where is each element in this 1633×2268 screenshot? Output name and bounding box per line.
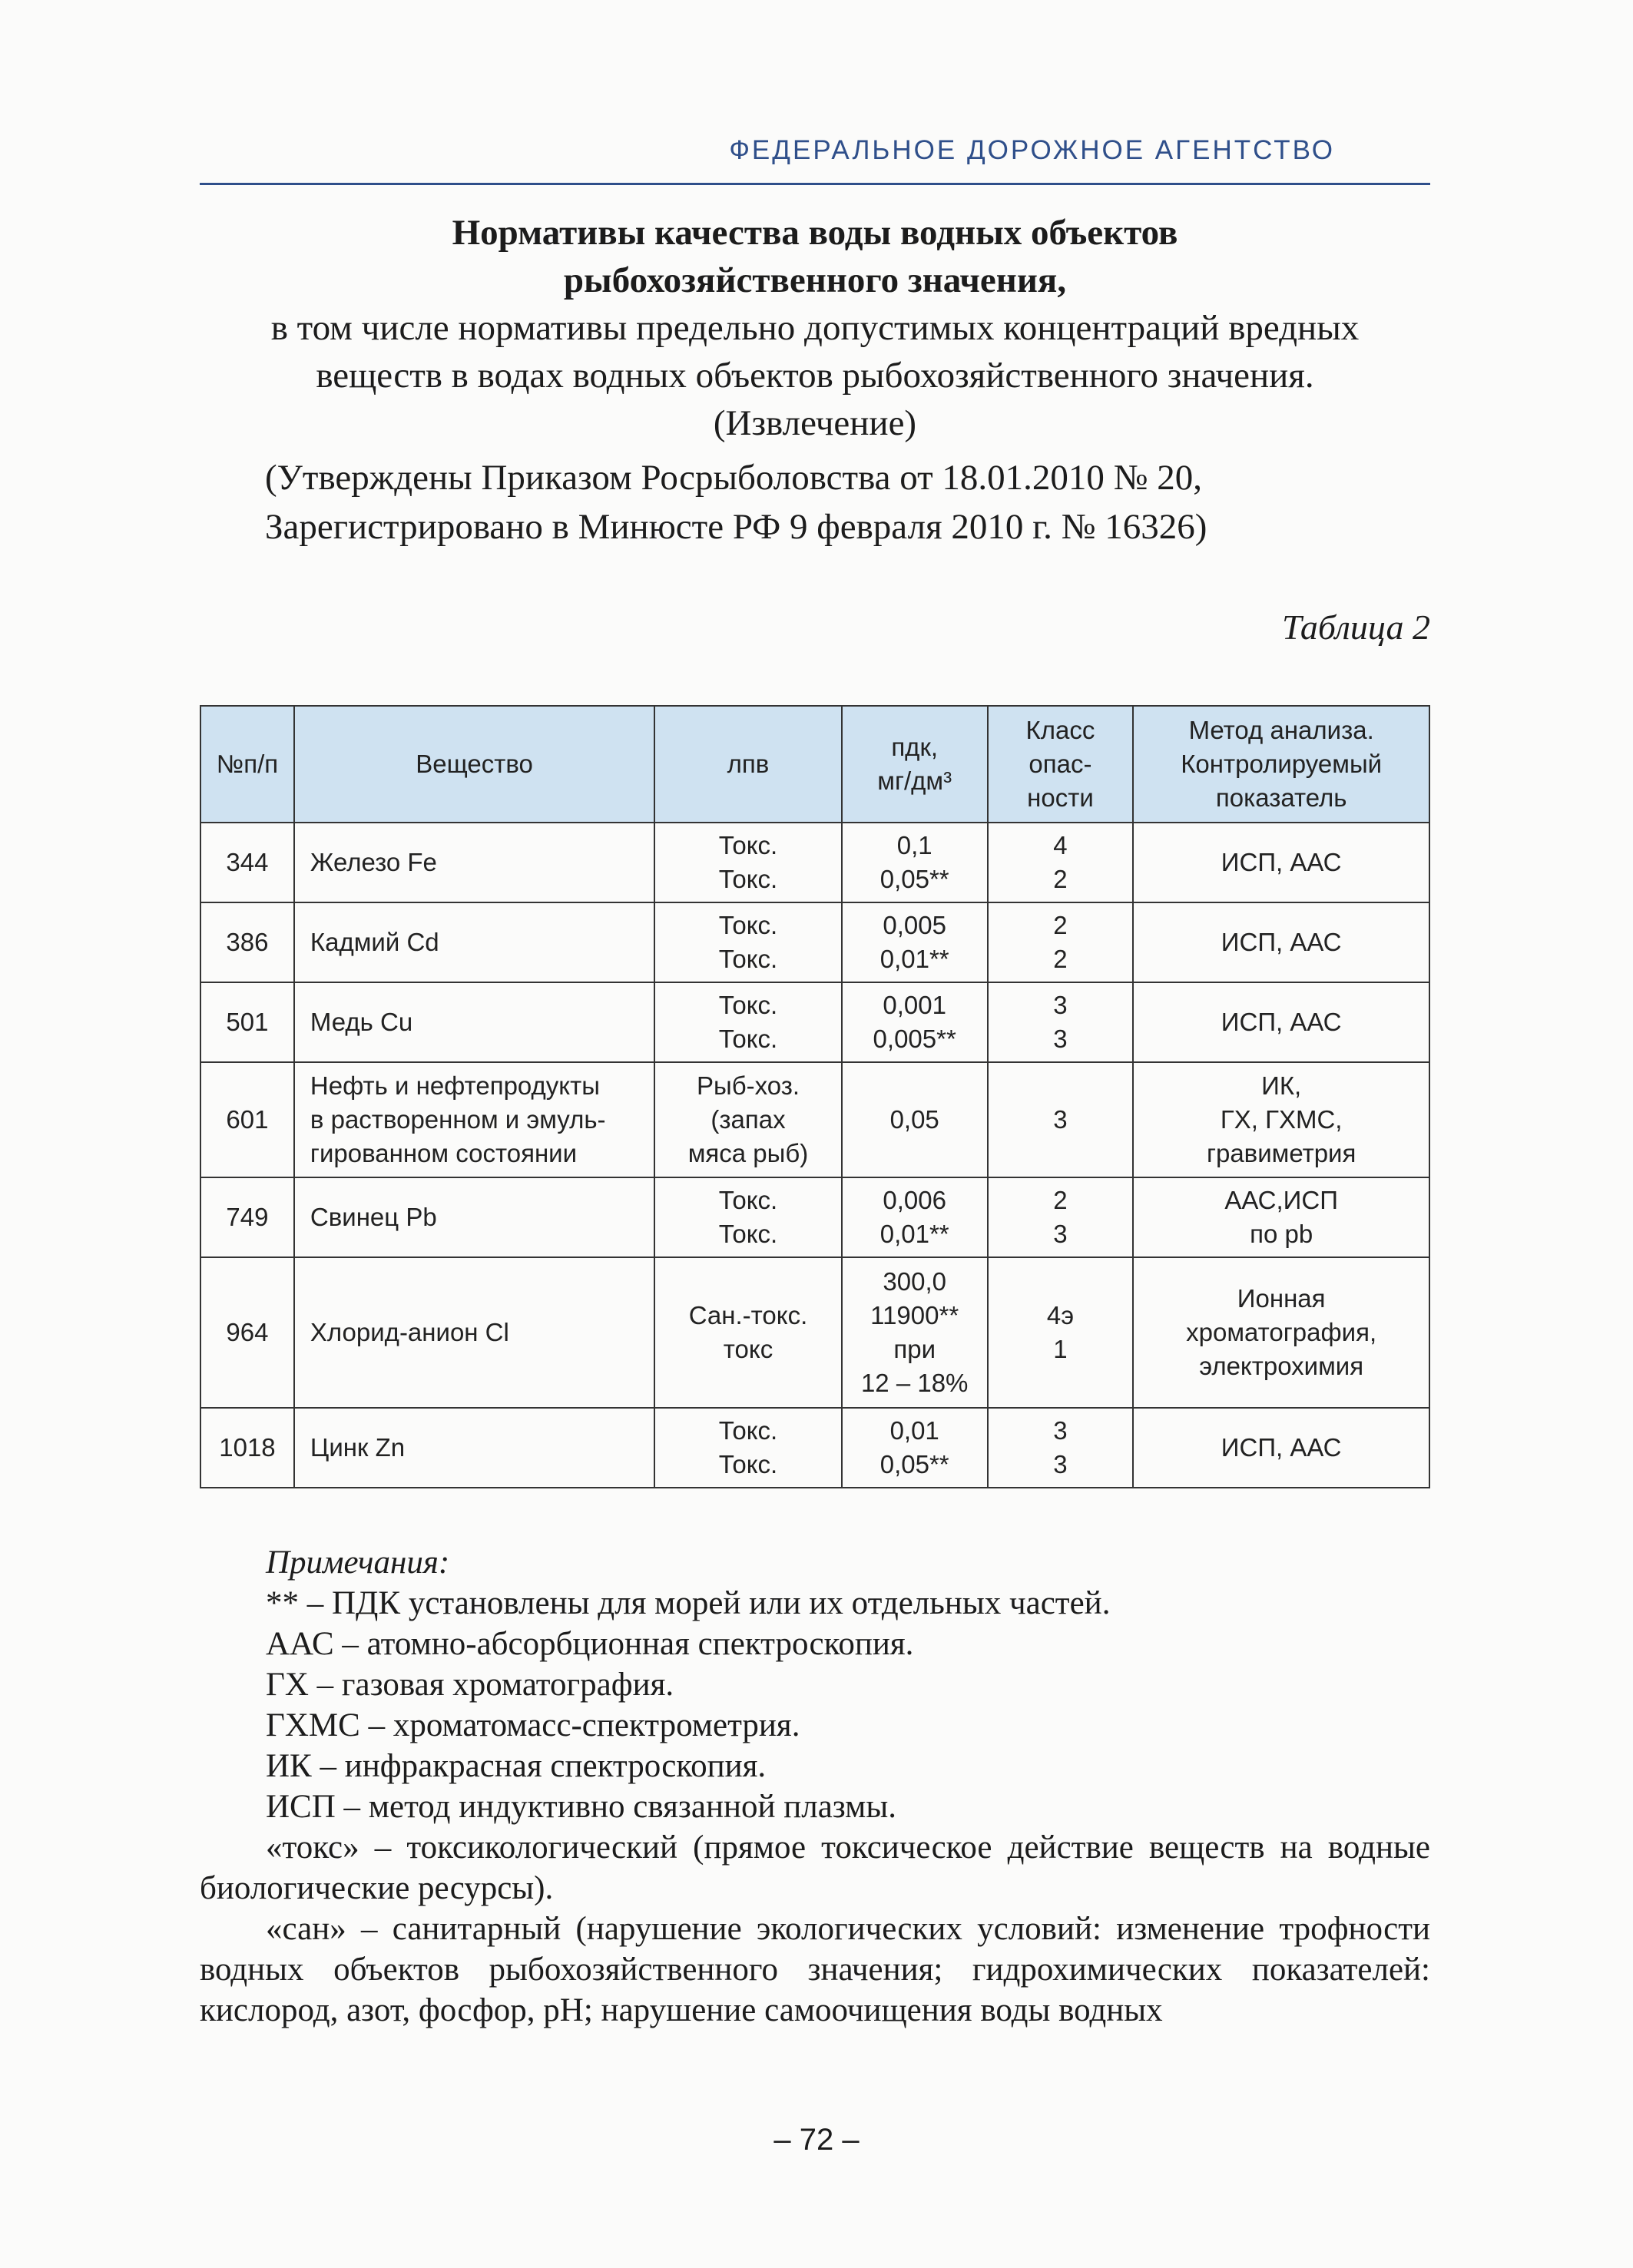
note-item: «токс» – токсикологический (прямое токсическое действие веществ на водные биологические ресурсы). xyxy=(200,1829,1430,1906)
cell-hazard-class: 2 2 xyxy=(988,902,1134,982)
cell-substance: Хлорид-анион Cl xyxy=(294,1257,654,1408)
cell-num: 1018 xyxy=(200,1408,294,1488)
cell-lpv: Рыб-хоз. (запах мяса рыб) xyxy=(654,1062,842,1177)
title-bold-line-2: рыбохозяйственного значения, xyxy=(563,260,1067,300)
table-label: Таблица 2 xyxy=(1281,608,1430,647)
cell-lpv: Токс. Токс. xyxy=(654,982,842,1062)
table-row xyxy=(200,823,1429,902)
cell-num: 501 xyxy=(200,982,294,1062)
note-item: ГХМС – хроматомасс-спектрометрия. xyxy=(266,1707,800,1743)
cell-method: ИСП, ААС xyxy=(1133,1408,1429,1488)
title-bold-line-1: Нормативы качества воды водных объектов xyxy=(452,213,1178,253)
cell-method: ИСП, ААС xyxy=(1133,823,1429,902)
note-item: ИСП – метод индуктивно связанной плазмы. xyxy=(266,1789,897,1825)
header-hazard-class: Класс опас- ности xyxy=(988,706,1134,823)
note-item: ** – ПДК установлены для морей или их отдельных частей. xyxy=(266,1585,1111,1621)
header-substance: Вещество xyxy=(294,706,654,823)
table-row xyxy=(200,1408,1429,1488)
cell-lpv: Сан.-токс. токс xyxy=(654,1257,842,1408)
cell-pdk: 0,001 0,005** xyxy=(842,982,988,1062)
table-row xyxy=(200,1177,1429,1257)
cell-hazard-class: 2 3 xyxy=(988,1177,1134,1257)
cell-lpv: Токс. Токс. xyxy=(654,1177,842,1257)
table-header-row xyxy=(200,706,1429,823)
table-row xyxy=(200,982,1429,1062)
notes-title: Примечания: xyxy=(266,1545,450,1581)
cell-method: ААС,ИСП по pb xyxy=(1133,1177,1429,1257)
header-analysis-method: Метод анализа. Контролируемый показатель xyxy=(1133,706,1429,823)
cell-num: 601 xyxy=(200,1062,294,1177)
cell-pdk: 0,006 0,01** xyxy=(842,1177,988,1257)
note-item: ААС – атомно-абсорбционная спектроскопия. xyxy=(266,1626,914,1662)
norms-table xyxy=(200,705,1430,1488)
cell-substance: Свинец Pb xyxy=(294,1177,654,1257)
cell-num: 964 xyxy=(200,1257,294,1408)
cell-pdk: 0,1 0,05** xyxy=(842,823,988,902)
cell-hazard-class: 4э 1 xyxy=(988,1257,1134,1408)
cell-num: 344 xyxy=(200,823,294,902)
cell-lpv: Токс. Токс. xyxy=(654,823,842,902)
title-line-3: в том числе нормативы предельно допустимых концентраций вредных xyxy=(270,308,1360,348)
title-line-4: веществ в водах водных объектов рыбохозяйственного значения. xyxy=(316,356,1314,396)
cell-hazard-class: 3 xyxy=(988,1062,1134,1177)
header-num: №п/п xyxy=(200,706,294,823)
note-item: «сан» – санитарный (нарушение экологических условий: изменение трофности водных объектов рыбохозяйственного значения; гидрохимических показателей: кислород, азот, фосфор, pH; нарушение самоочищения воды водных xyxy=(200,1911,1430,2028)
header-lpv: лпв xyxy=(654,706,842,823)
cell-method: ИК, ГХ, ГХМС, гравиметрия xyxy=(1133,1062,1429,1177)
cell-substance: Нефть и нефтепродукты в растворенном и эмуль- гированном состоянии xyxy=(294,1062,654,1177)
note-item: ИК – инфракрасная спектроскопия. xyxy=(266,1748,767,1784)
cell-substance: Медь Cu xyxy=(294,982,654,1062)
cell-substance: Цинк Zn xyxy=(294,1408,654,1488)
approval-line-2: Зарегистрировано в Минюсте РФ 9 февраля 2010 г. № 16326) xyxy=(265,507,1207,547)
page-number: – 72 – xyxy=(773,2123,860,2157)
cell-method: Ионная хроматография, электрохимия xyxy=(1133,1257,1429,1408)
cell-hazard-class: 4 2 xyxy=(988,823,1134,902)
cell-hazard-class: 3 3 xyxy=(988,1408,1134,1488)
title-line-5: (Извлечение) xyxy=(713,403,917,443)
header-agency: ФЕДЕРАЛЬНОЕ ДОРОЖНОЕ АГЕНТСТВО xyxy=(729,135,1335,165)
cell-pdk: 0,01 0,05** xyxy=(842,1408,988,1488)
cell-hazard-class: 3 3 xyxy=(988,982,1134,1062)
title-block xyxy=(200,209,1430,551)
table-row xyxy=(200,902,1429,982)
cell-substance: Кадмий Cd xyxy=(294,902,654,982)
cell-num: 749 xyxy=(200,1177,294,1257)
cell-pdk: 0,005 0,01** xyxy=(842,902,988,982)
cell-pdk: 0,05 xyxy=(842,1062,988,1177)
cell-method: ИСП, ААС xyxy=(1133,982,1429,1062)
cell-method: ИСП, ААС xyxy=(1133,902,1429,982)
header-divider xyxy=(200,183,1430,185)
cell-num: 386 xyxy=(200,902,294,982)
cell-pdk: 300,0 11900** при 12 – 18% xyxy=(842,1257,988,1408)
cell-lpv: Токс. Токс. xyxy=(654,902,842,982)
header-pdk: пдк, мг/дм³ xyxy=(842,706,988,823)
approval-line-1: (Утверждены Приказом Росрыболовства от 18.01.2010 № 20, xyxy=(265,458,1203,498)
cell-lpv: Токс. Токс. xyxy=(654,1408,842,1488)
table-row xyxy=(200,1062,1429,1177)
note-item: ГХ – газовая хроматография. xyxy=(266,1667,674,1703)
table-row xyxy=(200,1257,1429,1408)
cell-substance: Железо Fe xyxy=(294,823,654,902)
notes-section xyxy=(200,1542,1430,2031)
approval-block xyxy=(200,453,1430,551)
